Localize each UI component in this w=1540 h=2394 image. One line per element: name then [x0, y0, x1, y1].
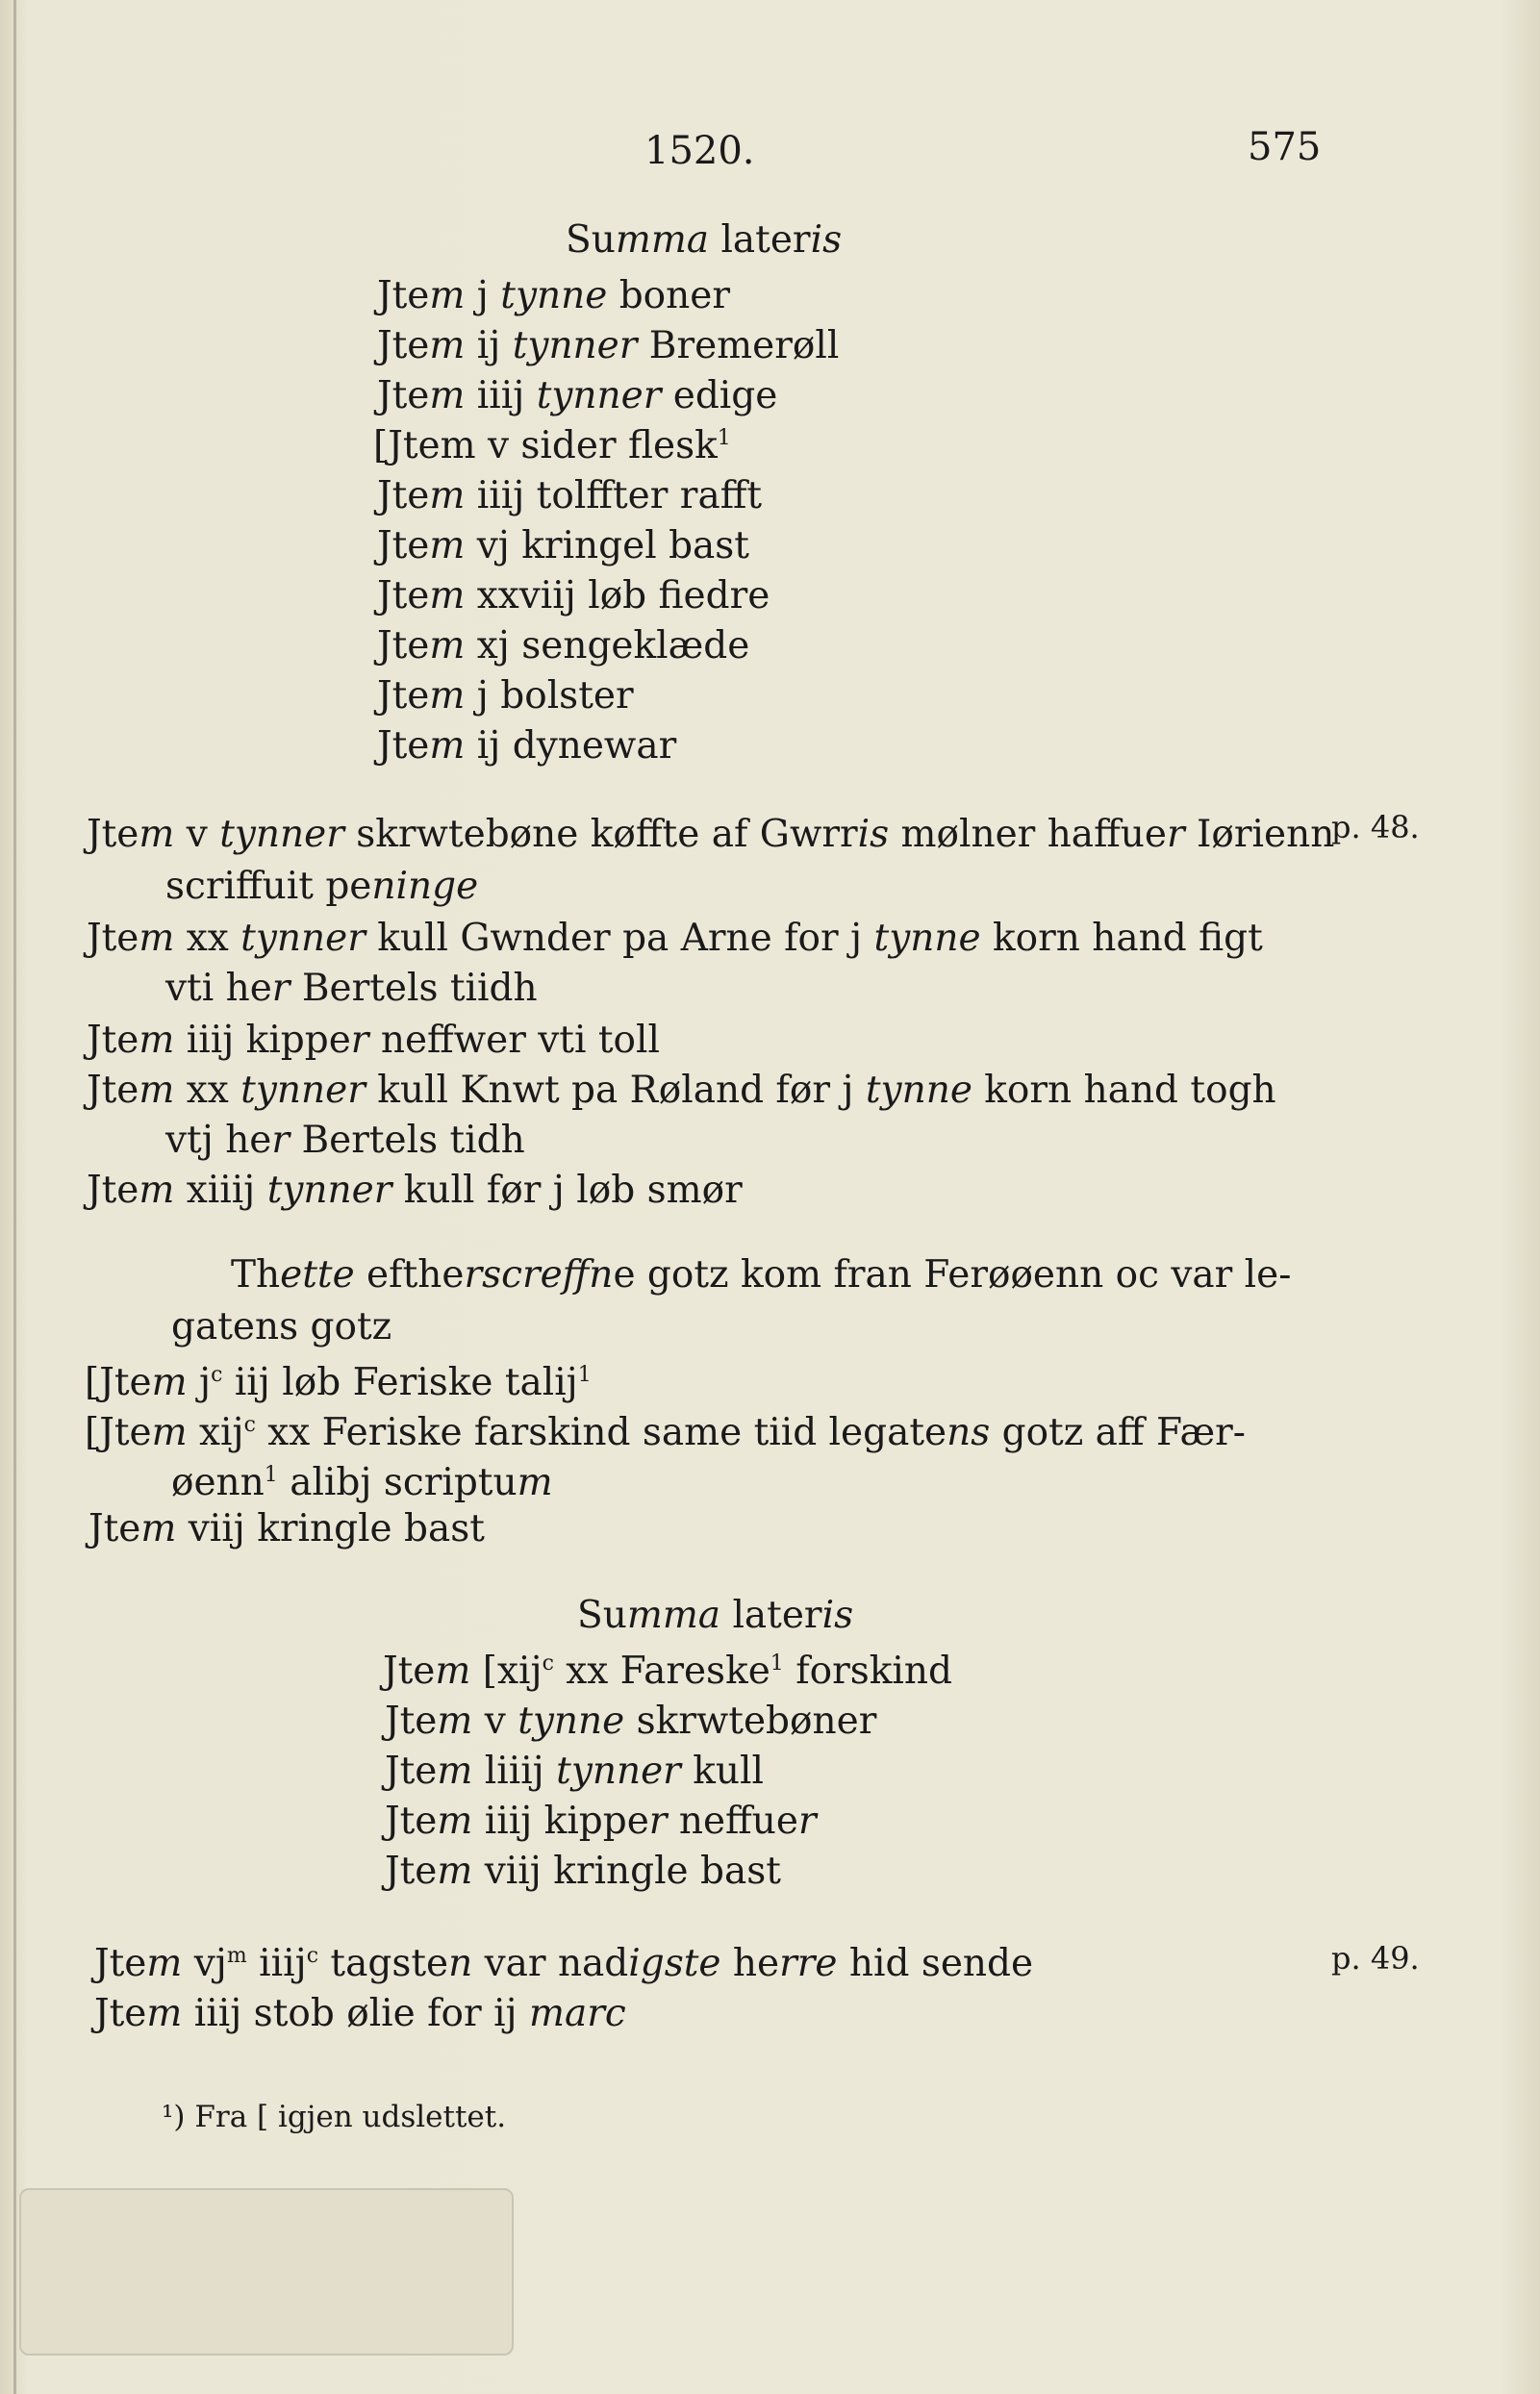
entry-line: Jtem xiiij tynner kull før j løb smør [87, 1169, 743, 1212]
footnote-ref: 1 [264, 1463, 278, 1487]
entry-line: scriffuit peninge [165, 865, 479, 908]
page-stub [19, 2188, 514, 2356]
summa-item: [Jtem v sider flesk$^1$ [373, 424, 731, 467]
entry-line: [Jtem $j^c$ iij løb Feriske talij$^1$ [85, 1361, 592, 1404]
entry-line: Jtem v tynner skrwtebøne køffte af Gwrris mølner haffuer Iørienn [87, 813, 1335, 856]
binding-edge [13, 0, 16, 2394]
footnote-ref: 1 [770, 1651, 784, 1676]
summa-item: Jtem xj sengeklæde [377, 624, 750, 668]
entry-line: Jtem iiij stob ølie for ij marc [94, 1992, 626, 2035]
footnote-marker: ¹) [162, 2100, 186, 2134]
summa-item: Jtem j bolster [377, 674, 634, 718]
footnote-ref: 1 [577, 1363, 592, 1387]
summa-item: Jtem liiij tynner kull [385, 1750, 764, 1793]
summa-item: Jtem j tynne boner [377, 274, 730, 317]
summa-item: Jtem ij dynewar [377, 724, 677, 768]
summa-heading: Summa lateris [566, 218, 843, 262]
entry-line: øenn$^1$ alibj scriptum [171, 1461, 553, 1504]
summa-item: Jtem vj kringel bast [377, 524, 749, 567]
margin-note-p48: p. 48. [1331, 809, 1420, 845]
running-header-year: 1520. [644, 129, 755, 173]
entry-line: Jtem xx tynner kull Gwnder pa Arne for j tynne korn hand figt [87, 917, 1263, 960]
page-number: 575 [1248, 125, 1322, 169]
summa-item: Jtem v tynne skrwtebøner [385, 1700, 877, 1743]
summa-item: Jtem ij tynner Bremerøll [377, 324, 840, 367]
footnote-ref: 1 [717, 426, 731, 450]
margin-note-p49: p. 49. [1331, 1940, 1420, 1977]
entry-line: vti her Bertels tiidh [165, 967, 538, 1010]
section-intro: Thette eftherscreffne gotz kom fran Ferøøenn oc var le- [231, 1253, 1292, 1297]
summa-item: Jtem iiij kipper neffuer [385, 1800, 817, 1843]
entry-line: Jtem iiij kipper neffwer vti toll [87, 1019, 660, 1062]
summa-item: Jtem iiij tynner edige [377, 374, 778, 417]
entry-line: Jtem viij kringle bast [88, 1507, 485, 1550]
footnote-text: Fra [ igjen udslettet. [194, 2100, 507, 2134]
summa-item: Jtem [xij$^c$ xx Fareske$^1$ forskind [383, 1650, 952, 1693]
summa-heading: Summa lateris [577, 1594, 854, 1637]
footnote [162, 2100, 507, 2134]
entry-line: vtj her Bertels tidh [165, 1119, 525, 1162]
entry-line: Jtem $vj^m$ iiij$^c$ tagsten var nadigste herre hid sende [94, 1942, 1034, 1985]
entry-line: [Jtem xij$^c$ xx Feriske farskind same tiid legatens gotz aff Fær- [85, 1411, 1246, 1454]
summa-item: Jtem xxviij løb fiedre [377, 574, 770, 617]
entry-line: Jtem xx tynner kull Knwt pa Røland før j tynne korn hand togh [87, 1069, 1276, 1112]
summa-item: Jtem iiij tolffter rafft [377, 474, 763, 517]
section-intro: gatens gotz [171, 1305, 392, 1348]
summa-item: Jtem viij kringle bast [385, 1850, 781, 1893]
